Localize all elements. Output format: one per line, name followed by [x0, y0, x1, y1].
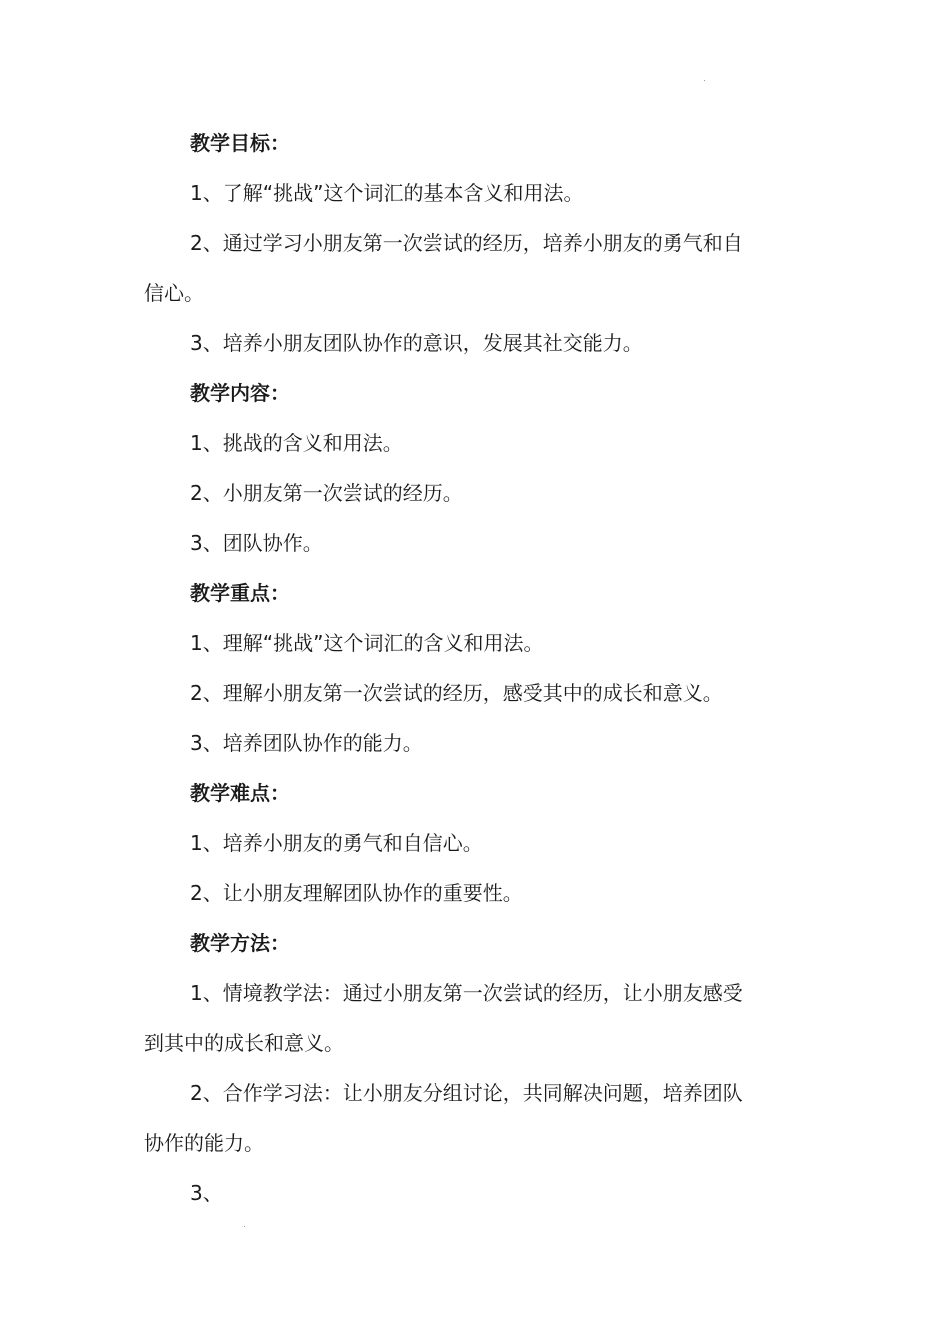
section-heading-key-points: 教学重点：: [190, 581, 290, 605]
content-item-3: 3、团队协作。: [190, 531, 323, 555]
objective-item-2-continued: 信心。: [144, 281, 204, 305]
method-item-3: 3、: [190, 1181, 223, 1205]
key-point-item-2: 2、理解小朋友第一次尝试的经历，感受其中的成长和意义。: [190, 681, 723, 705]
page-mark-bottom: [244, 1226, 245, 1227]
difficulty-item-1: 1、培养小朋友的勇气和自信心。: [190, 831, 483, 855]
content-item-1: 1、挑战的含义和用法。: [190, 431, 403, 455]
section-heading-methods: 教学方法：: [190, 931, 290, 955]
method-item-2-continued: 协作的能力。: [144, 1131, 264, 1155]
section-heading-objectives: 教学目标：: [190, 131, 290, 155]
method-item-1: 1、情境教学法：通过小朋友第一次尝试的经历，让小朋友感受: [190, 981, 743, 1005]
section-heading-content: 教学内容：: [190, 381, 290, 405]
page-mark-top: [704, 80, 705, 81]
key-point-item-1: 1、理解“挑战”这个词汇的含义和用法。: [190, 631, 544, 655]
method-item-2: 2、合作学习法：让小朋友分组讨论，共同解决问题，培养团队: [190, 1081, 743, 1105]
objective-item-2: 2、通过学习小朋友第一次尝试的经历，培养小朋友的勇气和自: [190, 231, 743, 255]
method-item-1-continued: 到其中的成长和意义。: [144, 1031, 344, 1055]
content-item-2: 2、小朋友第一次尝试的经历。: [190, 481, 463, 505]
objective-item-1: 1、了解“挑战”这个词汇的基本含义和用法。: [190, 181, 584, 205]
document-body: [144, 118, 806, 1218]
section-heading-difficulties: 教学难点：: [190, 781, 290, 805]
difficulty-item-2: 2、让小朋友理解团队协作的重要性。: [190, 881, 523, 905]
key-point-item-3: 3、培养团队协作的能力。: [190, 731, 423, 755]
objective-item-3: 3、培养小朋友团队协作的意识，发展其社交能力。: [190, 331, 643, 355]
